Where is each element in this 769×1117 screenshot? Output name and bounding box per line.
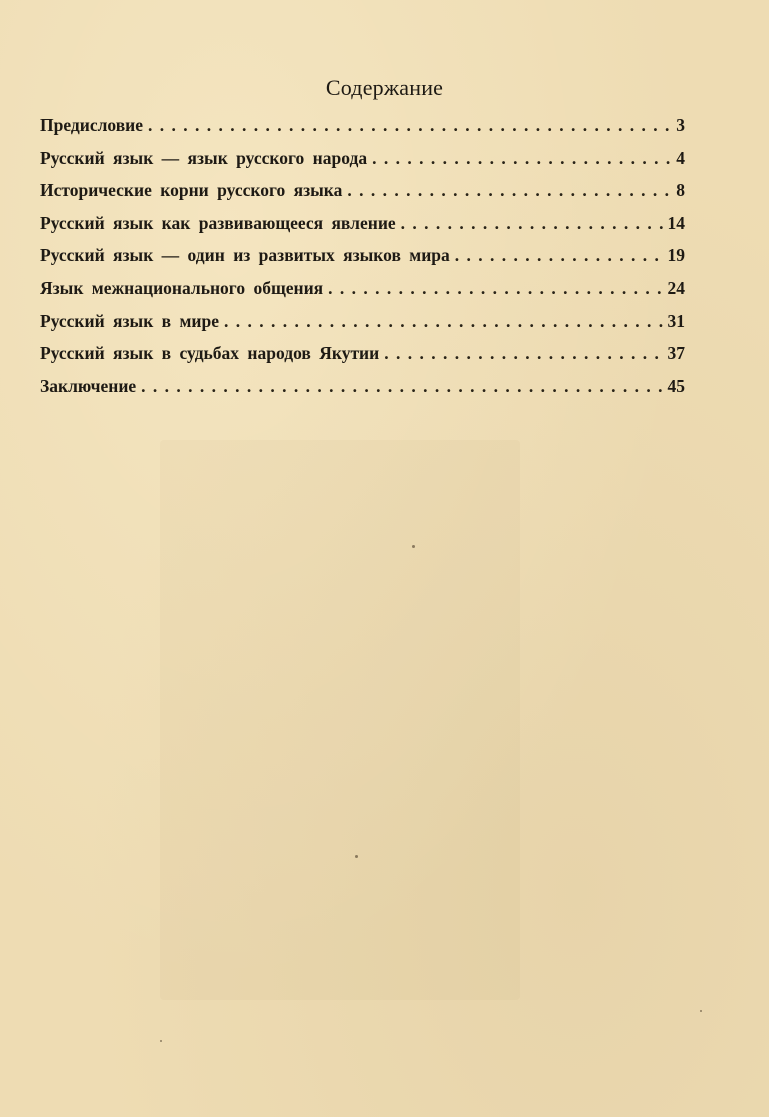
toc-dot-leader <box>328 278 663 299</box>
toc-entry-title: Предисловие <box>40 115 144 135</box>
toc-entry <box>40 376 685 409</box>
toc-dot-leader <box>347 180 671 201</box>
toc-entry-title: Заключение <box>40 375 137 396</box>
paper-speck <box>160 1040 162 1042</box>
toc-dot-leader <box>455 245 664 266</box>
toc-entry <box>40 148 685 181</box>
paper-speck <box>412 545 415 548</box>
toc-entry-title: Исторические корни русского языка <box>40 180 343 201</box>
reverse-page-show-through <box>160 440 520 1000</box>
toc-entry-title: Русский язык — язык русского народа <box>40 147 368 168</box>
table-of-contents <box>40 115 685 408</box>
toc-entry <box>40 115 685 148</box>
toc-entry-title: Русский язык в судьбах народов Якутии <box>40 343 380 364</box>
toc-dot-leader <box>372 148 671 169</box>
page-title: Содержание <box>325 74 444 100</box>
toc-dot-leader <box>384 343 663 364</box>
toc-entry-page: 8 <box>676 180 685 201</box>
toc-dot-leader <box>148 115 671 136</box>
toc-entry-title: Язык межнационального общения <box>40 277 324 298</box>
toc-entry-page: 3 <box>676 115 685 135</box>
toc-entry-page: 45 <box>667 375 685 396</box>
toc-entry-page: 14 <box>667 212 685 233</box>
toc-entry-title: Русский язык как развивающееся явление <box>40 212 396 233</box>
toc-dot-leader <box>224 311 663 332</box>
toc-entry-title: Русский язык — один из развитых языков мира <box>40 245 450 266</box>
toc-entry-title: Русский язык в мире <box>40 310 220 331</box>
toc-entry-page: 24 <box>667 277 685 298</box>
toc-dot-leader <box>141 376 663 397</box>
toc-entry <box>40 180 685 213</box>
toc-entry-page: 37 <box>667 343 685 364</box>
toc-entry-page: 31 <box>667 310 685 331</box>
toc-entry-page: 4 <box>676 147 685 168</box>
toc-entry <box>40 245 685 278</box>
toc-entry <box>40 213 685 246</box>
toc-entry-page: 19 <box>667 245 685 266</box>
toc-dot-leader <box>401 213 664 234</box>
paper-speck <box>700 1010 702 1012</box>
toc-entry <box>40 311 685 344</box>
toc-entry <box>40 343 685 376</box>
toc-entry <box>40 278 685 311</box>
paper-speck <box>355 855 358 858</box>
